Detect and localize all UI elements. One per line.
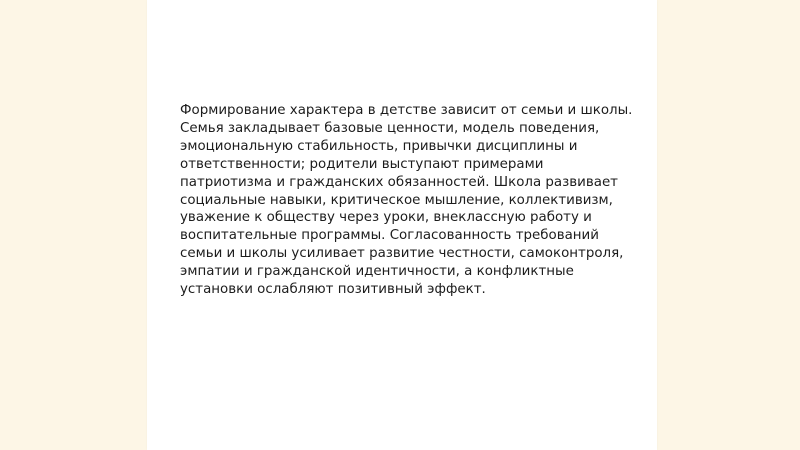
paragraph-line: уважение к обществу через уроки, внеклассную работу и (180, 210, 592, 226)
paragraph-line: ответственности; родители выступают примерами (180, 156, 544, 172)
paragraph-line: семьи и школы усиливает развитие честности, самоконтроля, (180, 246, 624, 262)
paragraph-line: патриотизма и гражданских обязанностей. Школа развивает (180, 174, 618, 190)
paragraph-line: Формирование характера в детстве зависит от семьи и школы. (180, 103, 633, 118)
body-paragraph (180, 102, 633, 299)
paragraph-line: социальные навыки, критическое мышление, коллективизм, (180, 192, 613, 208)
document-page (147, 0, 657, 450)
paragraph-line: воспитательные программы. Согласованность требований (180, 228, 599, 244)
paragraph-line: Семья закладывает базовые ценности, модель поведения, (180, 120, 600, 136)
paragraph-line: эмоциональную стабильность, привычки дисциплины и (180, 138, 578, 154)
paragraph-line: эмпатии и гражданской идентичности, а конфликтные (180, 264, 574, 280)
paragraph-line: установки ослабляют позитивный эффект. (180, 282, 486, 298)
